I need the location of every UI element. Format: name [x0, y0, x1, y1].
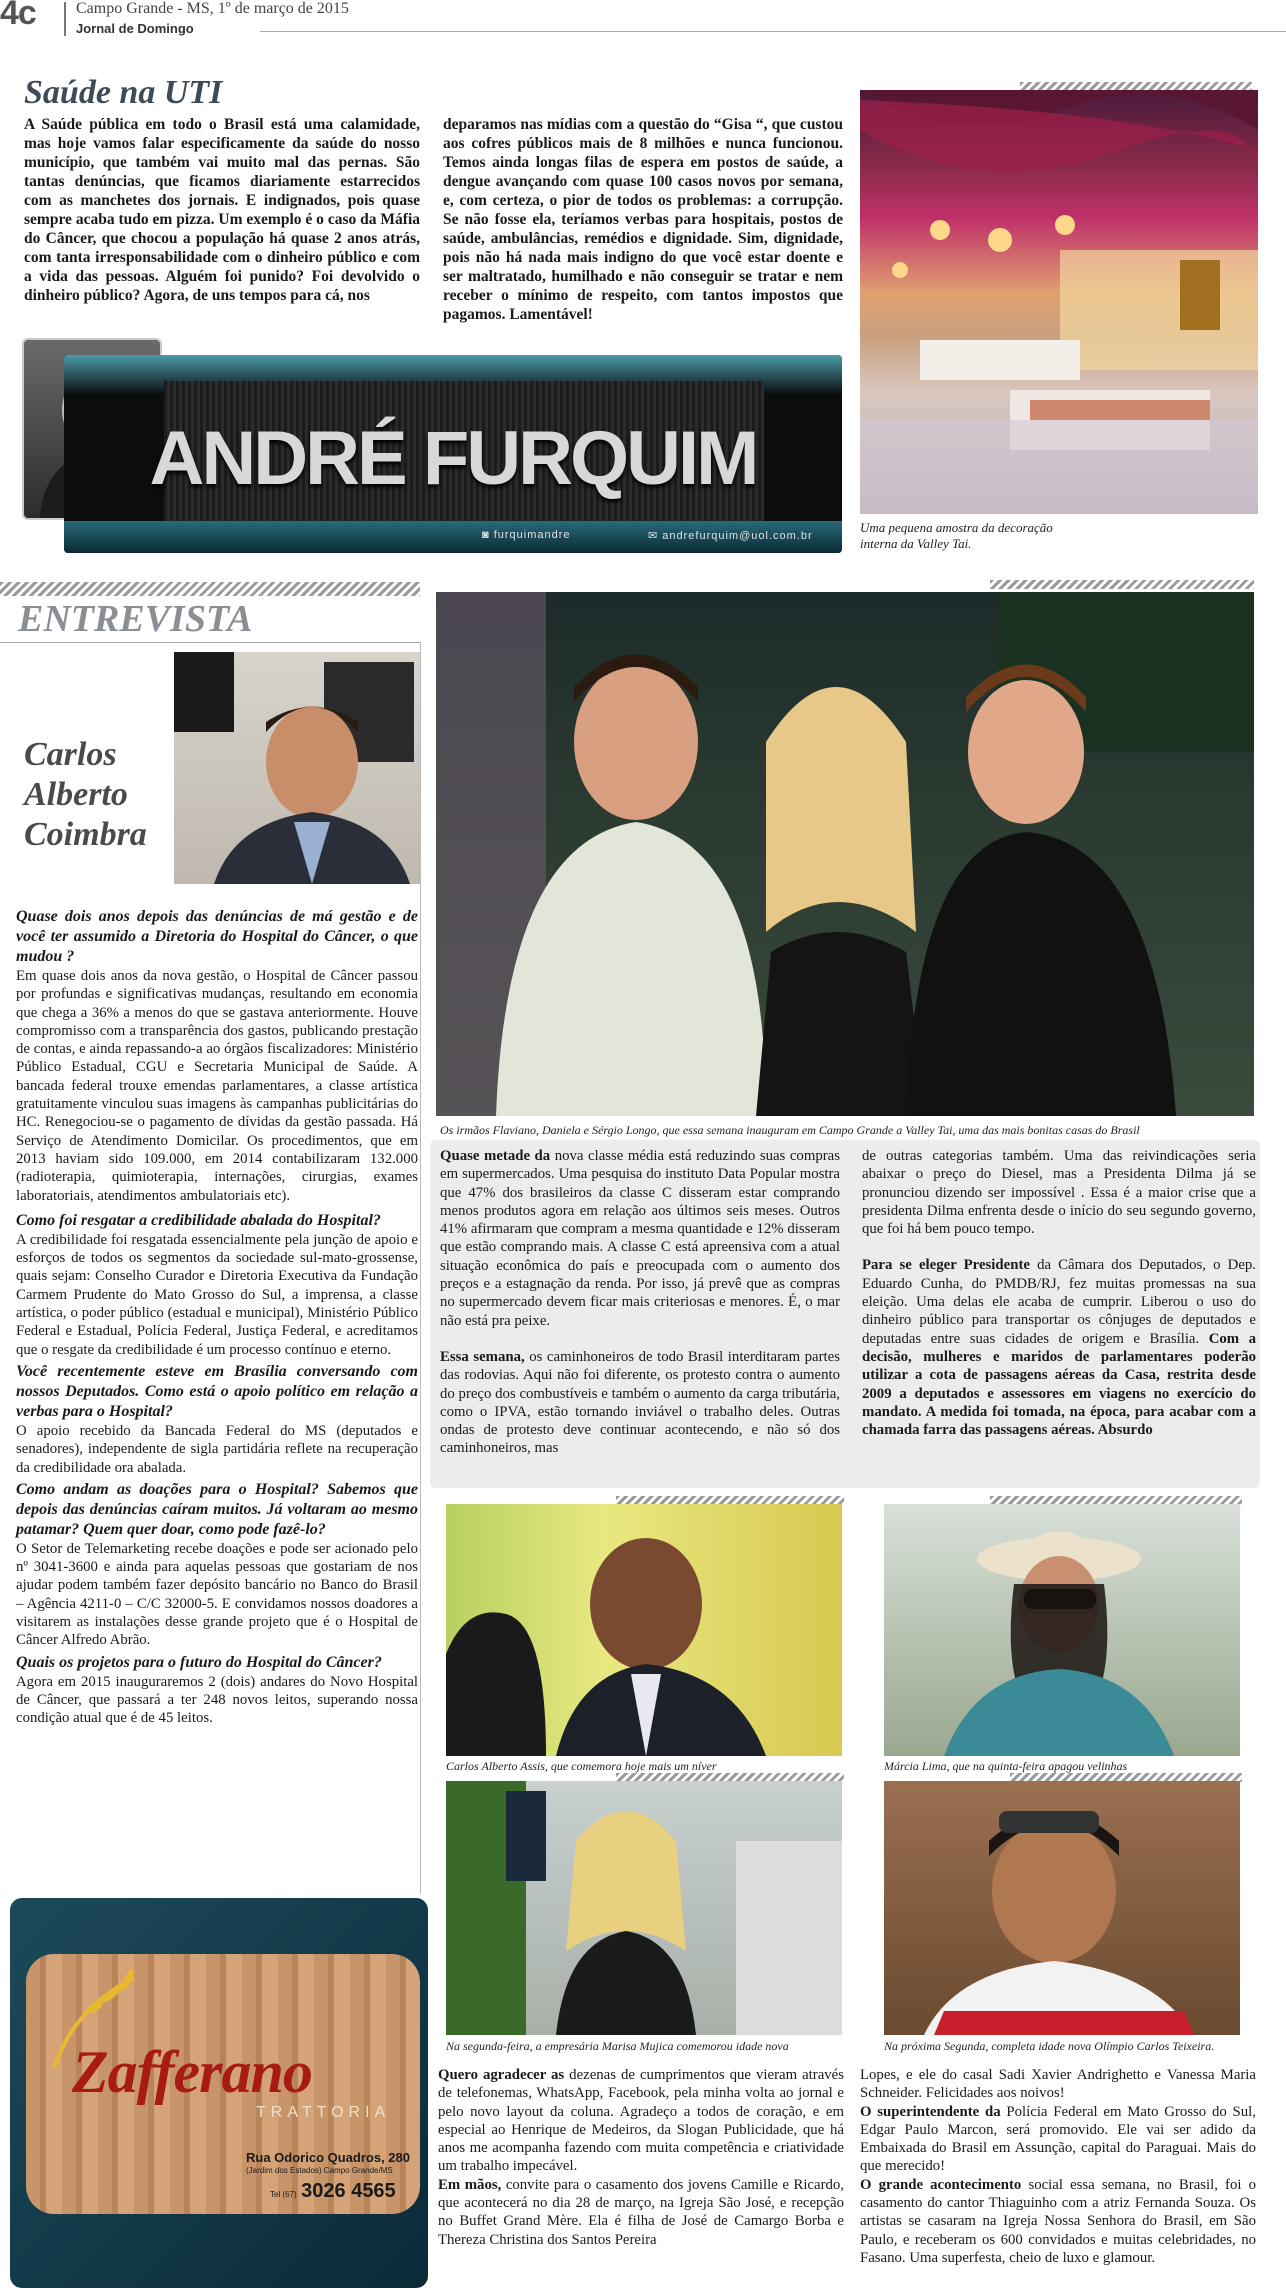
note-text: os caminhoneiros de todo Brasil interditaram partes das rodovias. Aqui não foi diferente, os protesto contra o aumento do preço dos combustíveis e também o aumento da carga tributária, como o IPVA, estão tornando inviável o trabalho deles. Outras ondas de protesto deve continuar acontecendo, e não só dos caminhoneiros, mas: [440, 1348, 840, 1457]
note-lead: Para se eleger Presidente: [862, 1257, 1030, 1274]
valley-interior-photo: [860, 90, 1258, 514]
email-icon: ✉: [648, 530, 663, 542]
interview-question-5: Quais os projetos para o futuro do Hospital do Câncer?: [16, 1653, 382, 1671]
note-lead: Quase metade da: [440, 1148, 551, 1164]
marisa-mujica-caption: Na segunda-feira, a empresária Marisa Mujica comemorou idade nova: [446, 2039, 789, 2053]
note-classe-media: [440, 1147, 840, 1330]
note-text: convite para o casamento dos jovens Camille e Ricardo, que acontecerá no dia 28 de março, na Igreja São José, e recepção no Buffet Grand Mère. Ela é filha de José de Camargo Borba e Thereza Christina dos Santos Pereira: [438, 2176, 844, 2248]
ad-phone-label: Tel (67): [270, 2190, 297, 2199]
note-noivos: Lopes, e ele do casal Sadi Xavier Andrighetto e Vanessa Maria Schneider. Felicidades aos noivos!: [860, 2067, 1256, 2102]
note-lead: O superintendente da: [860, 2103, 1001, 2120]
longo-siblings-photo: [436, 592, 1254, 1116]
valley-photo-caption: Uma pequena amostra da decoração interna da Valley Tai.: [860, 520, 1053, 551]
ad-phone: 3026 4565: [301, 2180, 396, 2202]
ad-tagline: TRATTORIA: [256, 2104, 391, 2121]
interview-question-2: Como foi resgatar a credibilidade abalada do Hospital?: [16, 1211, 381, 1229]
note-text: social essa semana, no Brasil, foi o casamento do cantor Thiaguinho com a atriz Fernanda Souza. Os artistas se casaram na Igreja Nossa Senhora do Brasil, em São Paulo, e receberam os 600 convidados e muitas celebridades, no Fasano. Uma superfesta, cheio de luxo e glamour.: [860, 2176, 1257, 2266]
olimpio-teixeira-caption: Na próxima Segunda, completa idade nova Olímpio Carlos Teixeira.: [884, 2039, 1215, 2053]
note-text: da Câmara dos Deputados, o Dep. Eduardo Cunha, do PMDB/RJ, fez muitas promessas na sua eleição. Uma delas ele acaba de cumprir. Liberou o uso do dinheiro público para transportar os cônjuges de deputados e deputadas entre suas cidades de origem e Brasília.: [862, 1257, 1256, 1347]
bottom-left-column: [438, 2066, 844, 2249]
social-handle: [482, 529, 571, 541]
note-text: Polícia Federal em Mato Grosso do Sul, Edgar Paulo Marcon, será promovido. Ele vai ser adido da Embaixada do Brasil em Assunção, capital do Paraguai. Mais do que merecido!: [860, 2103, 1256, 2175]
note-thiaguinho: [860, 2176, 1256, 2267]
dateline: Campo Grande - MS, 1º de março de 2015: [76, 0, 349, 17]
interview-question-1: Quase dois anos depois das denúncias de má gestão e de você ter assumido a Diretoria do Hospital do Câncer, o que mudou ?: [16, 908, 418, 965]
interview-answer-5: Agora em 2015 inauguraremos 2 (dois) andares do Novo Hospital de Câncer, que passará a ter 248 novos leitos, superando nossa condição atual que é de 45 leitos.: [16, 1673, 418, 1727]
note-cunha: [862, 1256, 1256, 1439]
interview-question-4: Como andam as doações para o Hospital? Sabemos que depois das denúncias caíram muitos. Já voltaram ao mesmo patamar? Quem quer doar, como pode fazê-lo?: [16, 1480, 418, 1538]
interviewee-name-line-3: Coimbra: [24, 816, 147, 853]
article-column-1: A Saúde pública em todo o Brasil está uma calamidade, mas hoje vamos falar especificamente da saúde do nosso município, que também vai muito mal das pernas. São tantas denúncias, que ficamos diariamente estarrecidos com as manchetes dos jornais. E indignados, pois quase sempre acaba tudo em pizza. Um exemplo é o caso da Máfia do Câncer, que chocou a população há quase 2 anos atrás, com tanta irresponsabilidade com o dinheiro público e com a vida das pessoas. Alguém foi punido? Foi devolvido o dinheiro público? Agora, de uns tempos para cá, nos: [24, 116, 420, 304]
interview-body: [16, 904, 418, 1728]
interviewee-name-line-1: Carlos: [24, 736, 117, 773]
header-rule: [260, 31, 1286, 32]
note-casamento: [438, 2176, 844, 2249]
note-text: dezenas de cumprimentos que vieram através de telefonemas, WhatsApp, Facebook, pela minha volta ao jornal e pelo novo layout da coluna. Agradeço a todos de coração, e em especial ao Henrique de Medeiros, da Slogan Publicidade, que há anos me acompanha fazendo com muita competência e criatividade um trabalho impecável.: [438, 2067, 844, 2175]
article-column-2: deparamos nas mídias com a questão do “Gisa “, que custou aos cofres públicos mais de 8 milhões e nunca funcionou. Temos ainda longas filas de espera em postos de saúde, a dengue avançando com quase 100 casos novos por semana, e, com certeza, o pior de todos os problemas: a corrupção. Se não fosse ela, teríamos verbas para hospitais, postos de saúde, ambulâncias, remédios e dignidade. Sim, dignidade, pois não há nada mais indigno do que você estar doente e ser maltratado, humilhado e não conseguir se tratar e nem receber o mínimo de respeito, com tantos impostos que pagamos. Lamentável!: [443, 116, 843, 323]
marcia-lima-photo: [884, 1504, 1240, 1756]
note-superintendente: [860, 2103, 1256, 2176]
instagram-icon: ◙: [482, 529, 494, 541]
article-title: Saúde na UTI: [24, 74, 223, 111]
interviewee-name-line-2: Alberto: [24, 776, 128, 813]
note-lead: O grande acontecimento: [860, 2176, 1022, 2193]
marcia-lima-caption: Márcia Lima, que na quinta-feira apagou velinhas: [884, 1759, 1128, 1773]
note-agradecimento: [438, 2066, 844, 2176]
ad-wood-board: [26, 1954, 420, 2214]
note-lead: Essa semana,: [440, 1348, 525, 1365]
interview-column-rule: [420, 642, 421, 1894]
interview-answer-1: Em quase dois anos da nova gestão, o Hospital de Câncer passou por profundas e significativas mudanças, resultando em economia que chega a 36% a menos do que se gastava anteriormente. Houve compromisso com a transparência dos gastos, publicando prestação de contas, e ainda repassando-a ao órgãos fiscalizadores: Ministério Público Estadual, CGU e Secretaria Municipal de Saúde. A bancada federal trouxe emendas parlamentares, a classe artística gratuitamente vinculou suas imagens às campanhas publicitárias do HC. Renegociou-se o pagamento de dívidas da gestão passada. Há Serviço de Atendimento Domicilar. Os procedimentos, que em 2013 haviam sido 109.000, em 2014 contabilizaram 132.000 (radioterapia, quimioterapia, internações, cirurgias, exames laboratoriais, atendimentos ambulatoriais etc).: [16, 968, 418, 1204]
interview-question-3: Você recentemente esteve em Brasília conversando com nossos Deputados. Como está o apoio político em relação a verbas para o Hospital?: [16, 1362, 418, 1420]
publication-name: Jornal de Domingo: [76, 21, 194, 36]
notes-left-column: [440, 1147, 840, 1458]
note-caminhoneiros: [440, 1348, 840, 1458]
ad-district: (Jardim dos Estados) Campo Grande/MS: [246, 2166, 393, 2175]
marisa-mujica-photo: [446, 1781, 842, 2035]
columnist-name: ANDRÉ FURQUIM: [149, 416, 757, 501]
notes-right-column: [862, 1147, 1256, 1439]
main-photo-caption: Os irmãos Flaviano, Daniela e Sérgio Longo, que essa semana inauguram em Campo Grande a Valley Tai, uma das mais bonitas casas do Brasil: [440, 1123, 1140, 1137]
note-text: nova classe média está reduzindo suas compras em supermercados. Uma pesquisa do instituto Data Popular mostra que 47% dos brasileiros da classe C disseram estar comprando menos produtos agora em relação aos últimos seis meses. Outros 41% afirmaram que compram a mesma quantidade e 12% disseram que estão comprando mais. A classe C está apreensiva com a atual situação econômica do país e preocupada com o aumento dos preços e a estagnação da renda. Por isso, já prevê que as compras no supermercado devem ficar mais criteriosas e menores. É, o mar não está pra peixe.: [440, 1148, 840, 1329]
ad-address: Rua Odorico Quadros, 280: [246, 2150, 410, 2165]
carlos-assis-photo: [446, 1504, 842, 1756]
zafferano-ad: [10, 1898, 428, 2288]
interview-section-label: ENTREVISTA: [18, 598, 253, 640]
email-address: [648, 529, 813, 542]
interview-answer-4: O Setor de Telemarketing recebe doações e pode ser acionado pelo nº 3041-3600 e ainda para aquelas pessoas que gostariam de nos ajudar podem também fazer depósito bancário no Banco do Brasil – Agência 4211-0 – C/C 32000-5. E convidamos nossos doadores a visitarem as instalações desse grande projeto que é o Hospital de Câncer Alfredo Abrão.: [16, 1540, 418, 1649]
social-handle-text: furquimandre: [493, 529, 571, 541]
hatch-stripe: [990, 580, 1254, 589]
note-lead: Em mãos,: [438, 2176, 502, 2193]
interview-section-rule: [0, 642, 420, 643]
interviewee-photo: [174, 652, 420, 884]
ad-phone-line: [270, 2180, 396, 2203]
columnist-banner: [64, 355, 842, 553]
olimpio-teixeira-photo: [884, 1781, 1240, 2035]
interview-answer-3: O apoio recebido da Bancada Federal do MS (deputados e senadores), independente de sigla partidária reflete na recuperação da credibilidade ora abalada.: [16, 1422, 418, 1476]
note-bold-text: Com a decisão, mulheres e maridos de parlamentares poderão utilizar a cota de passagens aéreas da Casa, restrita desde 2009 a deputados e assessores em viagens no exercício do mandato. A medida foi tomada, na época, para acabar com a chamada farra das passagens aéreas. Absurdo: [862, 1330, 1256, 1439]
hatch-stripe: [0, 582, 420, 596]
page-number: 4c: [0, 0, 36, 32]
email-text: andrefurquim@uol.com.br: [662, 530, 813, 542]
bottom-right-column: [860, 2066, 1256, 2267]
note-diesel: de outras categorias também. Uma das reivindicações seria abaixar o preço do Diesel, mas a Presidenta Dilma já se pronunciou dizendo ser impossível . Essa é a maior crise que a presidenta Dilma enfrenta desde o início do seu segundo governo, que foi há bem pouco tempo.: [862, 1148, 1256, 1238]
header-divider: [64, 2, 66, 36]
note-lead: Quero agradecer as: [438, 2067, 565, 2083]
interview-answer-2: A credibilidade foi resgatada essencialmente pela junção de apoio e esforços de todos os segmentos da sociedade sul-mato-grossense, quais sejam: Conselho Curador e Diretoria Executiva da Fundação Carmem Prudente do Mato Grosso do Sul, a imprensa, a classe artística, o poder público (estadual e municipal), Ministério Público Federal e Estadual, Polícia Federal, Justiça Federal, e acreditamos que o resgate da credibilidade é um processo contínuo e eterno.: [16, 1231, 418, 1358]
carlos-assis-caption: Carlos Alberto Assis, que comemora hoje mais um níver: [446, 1759, 717, 1773]
ad-brand: Zafferano: [72, 2039, 312, 2105]
